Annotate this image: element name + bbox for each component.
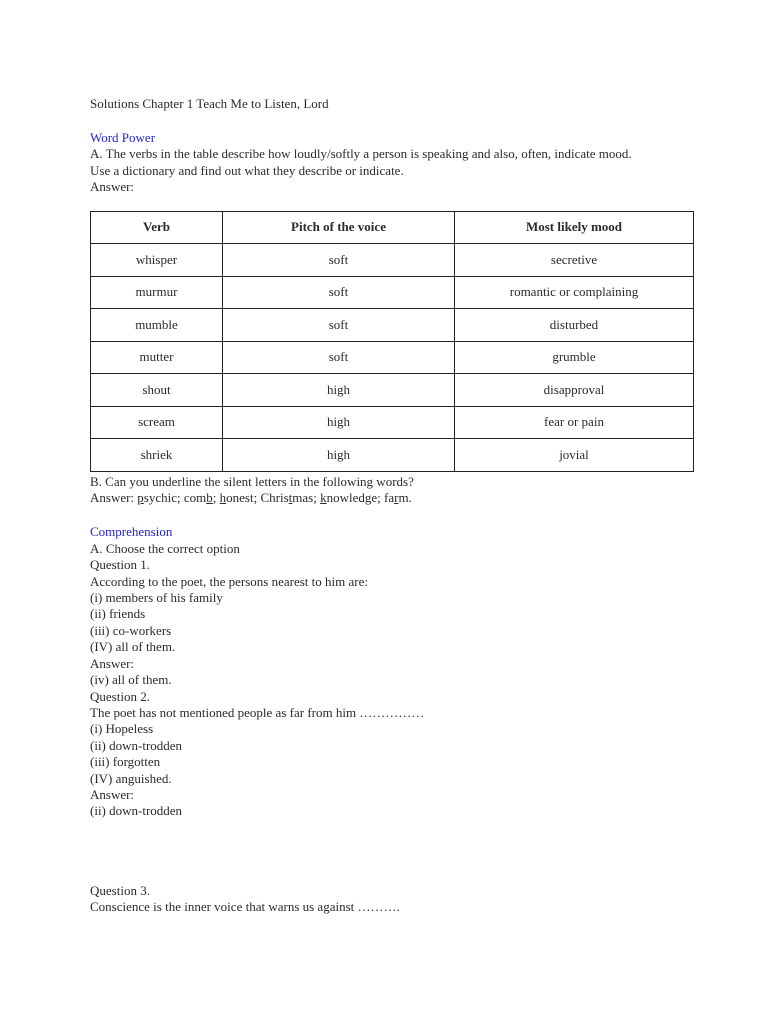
- question-1-option: (iii) co-workers: [90, 622, 172, 638]
- silent-word: comb: [183, 490, 213, 506]
- table-cell-pitch: soft: [223, 276, 455, 309]
- document-page: [90, 96, 694, 916]
- answer-label: Answer:: [90, 179, 135, 195]
- word-power-heading: Word Power: [90, 130, 156, 145]
- table-header-row: [91, 211, 694, 244]
- table-cell-pitch: high: [223, 439, 455, 472]
- table-row: [91, 406, 694, 439]
- table-cell-pitch: high: [223, 374, 455, 407]
- question-2-answer: (ii) down-trodden: [90, 803, 183, 819]
- table-row: [91, 341, 694, 374]
- table-cell-pitch: high: [223, 406, 455, 439]
- table-cell-mood: jovial: [455, 439, 694, 472]
- question-1-text: According to the poet, the persons nearest to him are:: [90, 573, 368, 589]
- question-a-text-line1: A. The verbs in the table describe how loudly/softly a person is speaking and also, often, indicate mood.: [90, 146, 632, 162]
- question-2-label: Question 2.: [90, 688, 150, 704]
- question-1-option: (i) members of his family: [90, 590, 223, 606]
- table-row: [91, 244, 694, 277]
- table-row: [91, 309, 694, 342]
- table-cell-verb: mumble: [91, 309, 223, 342]
- table-cell-mood: fear or pain: [455, 406, 694, 439]
- table-cell-verb: murmur: [91, 276, 223, 309]
- question-1-option: (ii) friends: [90, 606, 146, 622]
- question-1-answer-label: Answer:: [90, 655, 135, 671]
- question-2-option: (ii) down-trodden: [90, 737, 183, 753]
- table-cell-pitch: soft: [223, 309, 455, 342]
- section-a-label: A. Choose the correct option: [90, 540, 240, 556]
- comprehension-heading: Comprehension: [90, 524, 173, 540]
- question-2-option: (i) Hopeless: [90, 721, 154, 737]
- silent-word: knowledge: [320, 490, 378, 506]
- table-cell-mood: disturbed: [455, 309, 694, 342]
- silent-letter: t: [288, 490, 293, 506]
- table-cell-verb: scream: [91, 406, 223, 439]
- answer-b-prefix: Answer:: [90, 490, 138, 506]
- table-cell-pitch: soft: [223, 341, 455, 374]
- silent-word: honest: [219, 490, 254, 506]
- silent-word: farm: [384, 490, 409, 506]
- silent-word: psychic: [137, 490, 178, 506]
- table-row: [91, 276, 694, 309]
- question-2-option: (IV) anguished.: [90, 770, 172, 786]
- table-cell-verb: shriek: [91, 439, 223, 472]
- silent-letter: h: [219, 490, 227, 506]
- table-header-mood: Most likely mood: [455, 211, 694, 244]
- silent-letter: p: [137, 490, 144, 506]
- spacer: [90, 820, 694, 883]
- table-row: [91, 439, 694, 472]
- question-2-option: (iii) forgotten: [90, 754, 161, 770]
- question-b-text: B. Can you underline the silent letters in the following words?: [90, 473, 414, 489]
- table-header-pitch: Pitch of the voice: [223, 211, 455, 244]
- silent-letter: r: [394, 490, 399, 506]
- silent-letter: k: [320, 490, 327, 506]
- table-cell-mood: disapproval: [455, 374, 694, 407]
- silent-letter: b: [206, 490, 213, 506]
- verbs-table: [90, 211, 694, 472]
- silent-word: Christmas: [260, 490, 314, 506]
- question-1-answer: (iv) all of them.: [90, 672, 172, 688]
- table-cell-verb: whisper: [91, 244, 223, 277]
- silent-letters-answer: Answer: psychic; comb; honest; Christmas; knowledge; farm.: [90, 490, 412, 506]
- table-row: [91, 374, 694, 407]
- question-3-text: Conscience is the inner voice that warns us against ……….: [90, 899, 400, 915]
- table-cell-mood: romantic or complaining: [455, 276, 694, 309]
- table-header-verb: Verb: [91, 211, 223, 244]
- question-a-text-line2: Use a dictionary and find out what they describe or indicate.: [90, 162, 404, 178]
- question-1-option: (IV) all of them.: [90, 639, 176, 655]
- question-1-label: Question 1.: [90, 557, 150, 573]
- question-2-text: The poet has not mentioned people as far from him ……………: [90, 704, 425, 720]
- table-cell-verb: shout: [91, 374, 223, 407]
- table-cell-mood: secretive: [455, 244, 694, 277]
- table-cell-verb: mutter: [91, 341, 223, 374]
- table-cell-pitch: soft: [223, 244, 455, 277]
- table-cell-mood: grumble: [455, 341, 694, 374]
- question-3-label: Question 3.: [90, 882, 150, 898]
- page-title: Solutions Chapter 1 Teach Me to Listen, Lord: [90, 96, 329, 111]
- question-2-answer-label: Answer:: [90, 786, 135, 802]
